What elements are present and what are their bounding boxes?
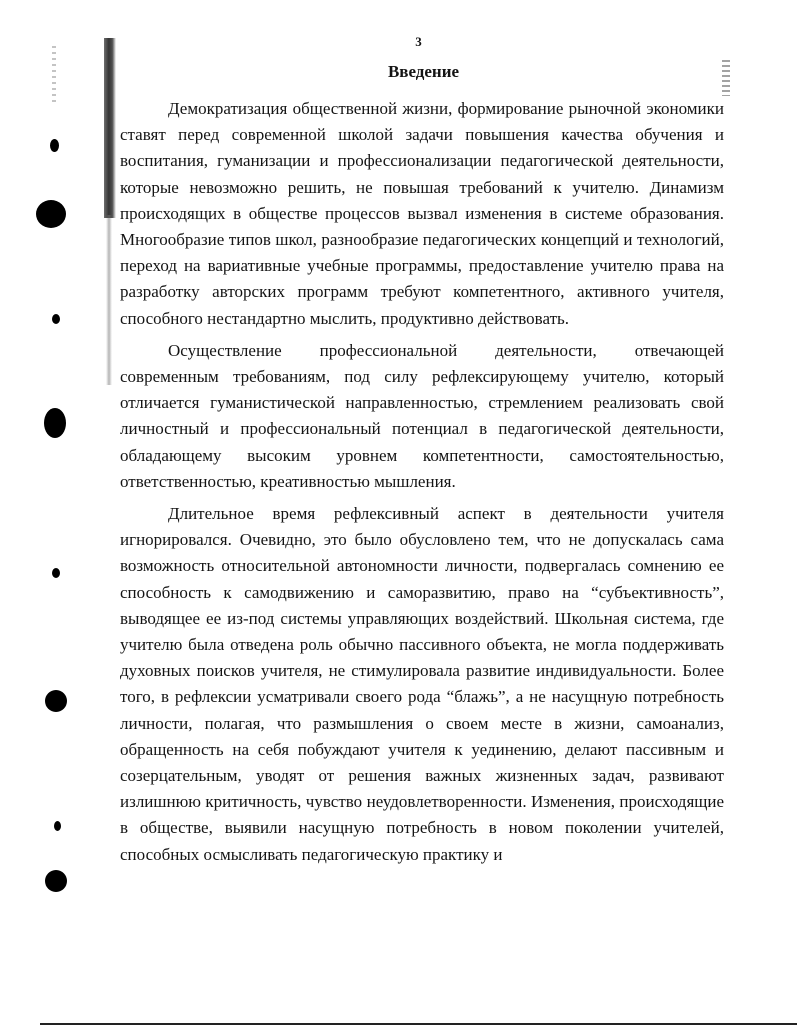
punch-hole	[52, 568, 60, 578]
punch-hole	[50, 139, 59, 152]
section-heading: Введение	[387, 62, 460, 81]
paragraph: Демократизация общественной жизни, формирование рыночной экономики ставят перед современной школой задачи повышения качества обучения и воспитания, гуманизации и профессионализации педагогической деятельности, которые невозможно решить, не повышая требований к учителю. Динамизм происходящих в обществе процессов вызвал изменения в системе образования. Многообразие типов школ, разнообразие педагогических концепций и технологий, переход на вариативные учебные программы, предоставление учителю права на разработку авторских программ требуют компетентного, активного учителя, способного нестандартно мыслить, продуктивно действовать.	[120, 99, 724, 328]
page-number: 3	[415, 34, 422, 49]
punch-hole	[54, 821, 61, 831]
binding-shadow-lower	[106, 215, 112, 385]
punch-hole	[52, 314, 60, 324]
body-text	[120, 96, 724, 868]
punch-hole	[44, 408, 66, 438]
punch-hole	[45, 870, 67, 892]
punch-hole	[36, 200, 66, 228]
punch-hole	[45, 690, 67, 712]
paragraph: Осуществление профессиональной деятельности, отвечающей современным требованиям, под силу рефлексирующему учителю, который отличается гуманистической направленностью, стремлением реализовать свой личностный и профессиональный потенциал в педагогической деятельности, обладающему высоким уровнем компетентности, самостоятельностью, ответственностью, креативностью мышления.	[120, 340, 724, 491]
paragraph: Длительное время рефлексивный аспект в деятельности учителя игнорировался. Очевидно, это было обусловлено тем, что не допускалась сама возможность относительной автономности личности, подвергалась сомнению ее способность к самодвижению и саморазвитию, право на “субъективность”, выводящее ее из-под системы управляющих воздействий. Школьная система, где учителю была отведена роль обычно пассивного объекта, не могла поддерживать духовных поисков учителя, не стимулировала развитие индивидуальности. Более того, в рефлексии усматривали своего рода “блажь”, а не насущную потребность личности, полагая, что размышления о своем месте в жизни, самоанализ, обращенность на себя побуждают учителя к уединению, делают пассивным и созерцательным, уводят от решения важных жизненных задач, развивают излишнюю критичность, чувство неудовлетворенности. Изменения, происходящие в обществе, выявили насущную потребность в новом поколении учителей, способных осмысливать педагогическую практику и	[120, 504, 724, 864]
page-bottom-edge	[40, 1023, 797, 1025]
